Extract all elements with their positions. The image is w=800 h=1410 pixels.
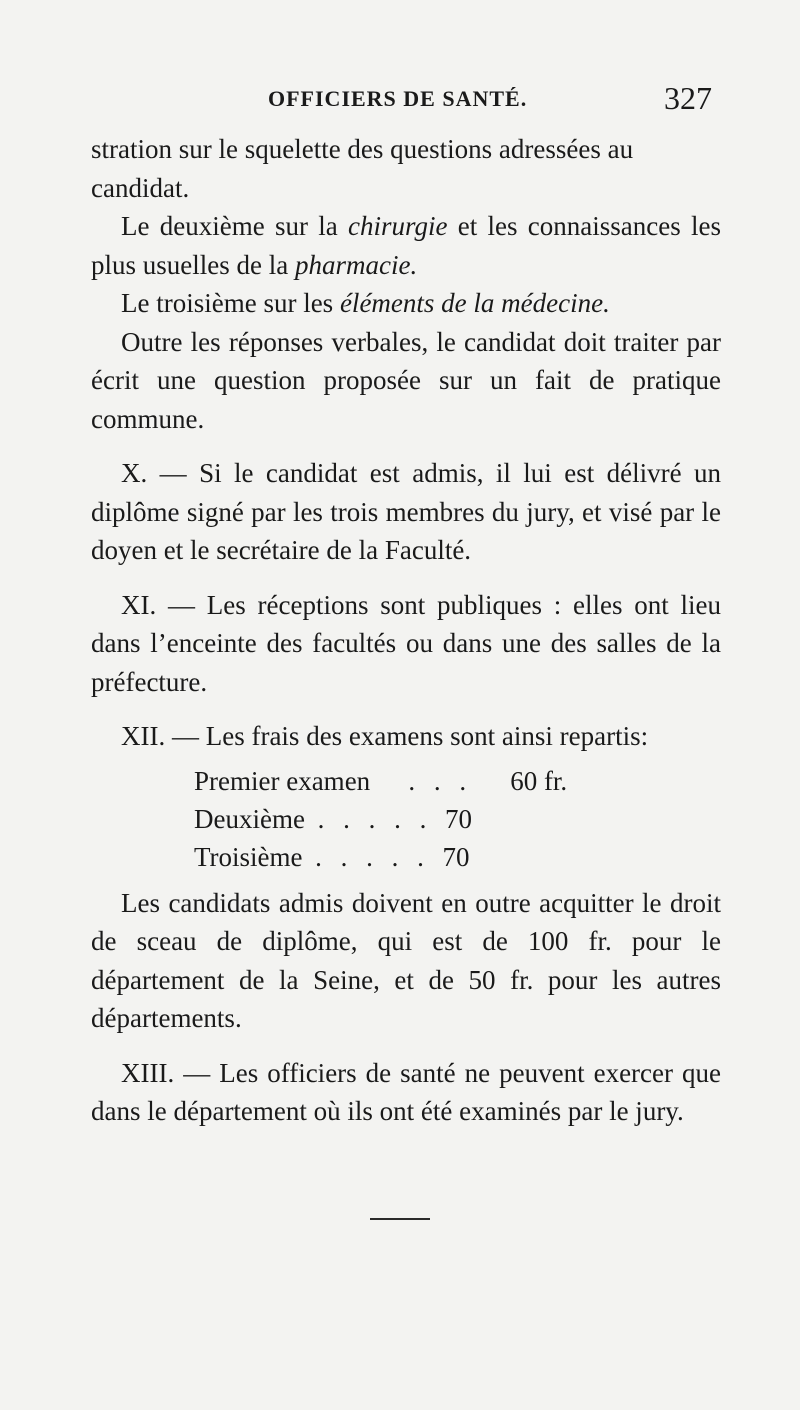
fee-amount: 60 fr. bbox=[510, 765, 568, 796]
fee-leader: . . . bbox=[408, 765, 473, 796]
article-x: X. — Si le candidat est admis, il lui est délivré un diplôme signé par les trois membres du jury, et visé par le doyen et le secrétaire de la Faculté. bbox=[91, 458, 721, 565]
article-xi: XI. — Les réceptions sont publiques : elles ont lieu dans l’enceinte des facultés ou dans une des salles de la préfecture. bbox=[91, 589, 721, 697]
page-number: 327 bbox=[664, 80, 712, 116]
end-rule bbox=[370, 1218, 430, 1220]
body-text bbox=[91, 130, 721, 1131]
running-title: OFFICIERS DE SANTÉ. bbox=[268, 86, 528, 111]
fee-table bbox=[194, 762, 721, 876]
fee-leader: . . . . . bbox=[315, 841, 430, 872]
paragraph-seal-fee: Les candidats admis doivent en outre acquitter le droit de sceau de diplôme, qui est de 100 fr. pour le département de la Seine, et de 50 fr. pour les autres départements. bbox=[91, 887, 721, 1033]
fee-amount: 70 bbox=[444, 803, 472, 834]
article-xii: XII. — Les frais des examens sont ainsi repartis: bbox=[121, 721, 649, 751]
page-header bbox=[90, 80, 720, 120]
emphasis-chirurgie: chirurgie bbox=[348, 211, 448, 241]
emphasis-pharmacie: pharmacie. bbox=[294, 249, 418, 280]
paragraph-continuation: stration sur le squelette des questions adressées au candidat. bbox=[91, 134, 634, 203]
fee-label: Premier examen bbox=[194, 765, 371, 796]
fee-row bbox=[194, 762, 674, 800]
fee-amount: 70 bbox=[442, 841, 470, 872]
emphasis-medecine: éléments de la médecine. bbox=[339, 288, 610, 318]
fee-row bbox=[194, 838, 674, 876]
article-xiii: XIII. — Les officiers de santé ne peuvent exercer que dans le département où ils ont été examinés par le jury. bbox=[91, 1057, 721, 1126]
fee-leader: . . . . . bbox=[317, 803, 433, 834]
paragraph-second-exam: Le deuxième sur la chirurgie et les connaissances les plus usuelles de la pharmacie. bbox=[91, 211, 721, 280]
fee-row bbox=[194, 800, 674, 838]
fee-label: Troisième bbox=[194, 841, 303, 872]
paragraph-third-exam: Le troisième sur les éléments de la médecine. bbox=[121, 288, 610, 318]
paragraph-written-exam: Outre les réponses verbales, le candidat doit traiter par écrit une question proposée sur un fait de pratique commune. bbox=[91, 326, 721, 434]
fee-label: Deuxième bbox=[194, 803, 305, 834]
